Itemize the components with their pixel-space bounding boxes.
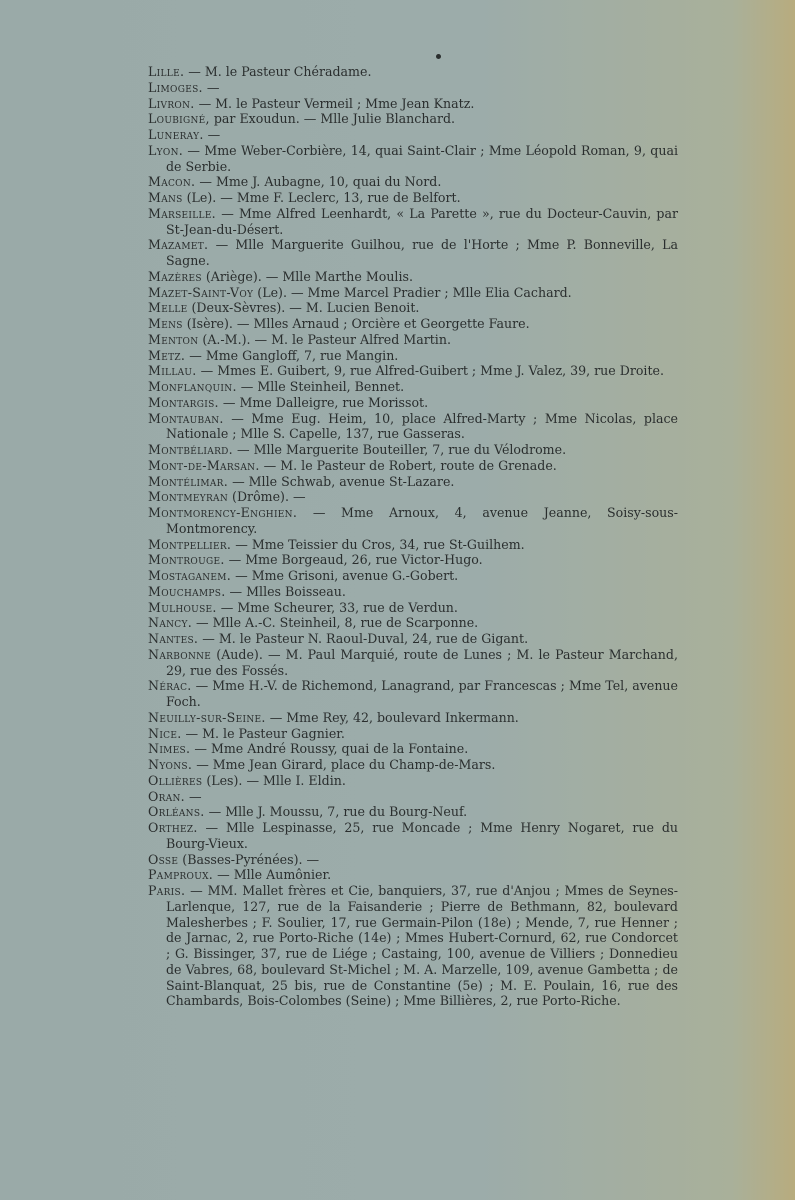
entry-text: — Mme J. Aubagne, 10, quai du Nord. [195,174,442,190]
place-name: Luneray. [148,127,204,142]
entry-text: — Mme André Roussy, quai de la Fontaine. [190,741,469,757]
entry-text: — Mlle Lespinasse, 25, rue Moncade ; Mme Henry Nogaret, rue du Bourg-Vieux. [166,820,678,851]
place-name: Montrouge. [148,552,225,568]
directory-entry [148,726,678,742]
directory-entry [148,348,678,364]
entry-text: — M. le Pasteur Chéradame. [184,64,372,79]
directory-entry [148,773,678,789]
directory-entry [148,489,678,505]
place-name: Mouchamps. [148,583,226,599]
entry-text: — Mme Borgeaud, 26, rue Victor-Hugo. [224,552,483,568]
directory-entry [148,757,678,773]
directory-entry [148,537,678,553]
entry-text: (Les). — Mlle I. Eldin. [202,772,346,788]
place-name: Narbonne [148,646,212,662]
entry-text: — Mme H.-V. de Richemond, Lanagrand, par Francescas ; Mme Tel, avenue Foch. [166,678,678,709]
directory-entry [148,883,678,1009]
place-name: Montbéliard. [148,442,233,457]
place-name: Monflanquin. [148,379,237,394]
entry-text: — Mme Dalleigre, rue Morissot. [218,394,429,410]
directory-entry [148,206,678,238]
directory-entry [148,505,678,537]
place-name: Mazet-Saint-Voy [148,284,254,300]
directory-entry [148,458,678,474]
entry-text: — [203,127,221,142]
place-name: Nimes. [148,741,191,757]
place-name: Lille. [148,64,185,79]
directory-entry [148,379,678,395]
place-name: Ollières [148,772,203,788]
entry-text: — Mme Weber-Corbière, 14, quai Saint-Clair ; Mme Léopold Roman, 9, quai de Serbie. [166,142,678,174]
place-name: Nyons. [148,757,193,772]
entry-text: — Mme Teissier du Cros, 34, rue St-Guilhem. [231,536,525,552]
entry-text: — M. le Pasteur Vermeil ; Mme Jean Knatz. [194,95,475,111]
directory-entry [148,363,678,379]
entry-text: — M. le Pasteur de Robert, route de Grenade. [259,457,557,473]
directory-entry [148,269,678,285]
place-name: Loubigné, [148,111,210,127]
place-name: Nancy. [148,615,193,631]
place-name: Orthez. [148,820,198,835]
directory-entry [148,442,678,458]
entry-text: — Mlle Marguerite Bouteiller, 7, rue du Vélodrome. [232,442,567,457]
directory-entry [148,80,678,96]
place-name: Montauban. [148,410,224,426]
entry-text: — Mlle Aumônier. [213,867,332,883]
directory-entry [148,143,678,175]
entry-text: (Aude). — M. Paul Marquié, route de Lunes ; M. le Pasteur Marchand, 29, rue des Fossés. [166,646,678,678]
place-name: Mulhouse. [148,599,217,615]
place-name: Mens [148,316,183,331]
place-name: Neuilly-sur-Seine. [148,709,266,725]
place-name: Menton [148,331,199,347]
directory-entry [148,64,678,80]
directory-entry [148,647,678,679]
place-name: Livron. [148,95,195,111]
directory-entry [148,316,678,332]
directory-entry [148,174,678,190]
place-name: Montmorency-Enghien. [148,505,298,520]
place-name: Oran. [148,788,185,804]
entry-text: — MM. Mallet frères et Cie, banquiers, 37, rue d'Anjou ; Mmes de Seynes-Larlenque, 127, rue de la Faisanderie ; Pierre de Bethmann, 82, boulevard Malesherbes ; F. Soulier, 17, rue Germain-Pilon (18e) ; Mende, 7, rue Henner ; de Jarnac, 2, rue Porto-Riche (14e) ; Mmes Hubert-Cornurd, 62, rue Condorcet ; G. Bissinger, 37, rue de Liége ; Castaing, 100, avenue de Villiers ; Donnedieu de Vabres, 68, boulevard St-Michel ; M. A. Marzelle, 109, avenue Gambetta ; de Saint-Blanquat, 25 bis, rue de Constantine (5e) ; M. E. Poulain, 16, rue des Chambards, Bois-Colombes (Seine) ; Mme Billières, 2, rue Porto-Riche. [166,883,678,1009]
entry-text: par Exoudun. — Mlle Julie Blanchard. [209,111,456,127]
directory-entry [148,190,678,206]
entry-text: — Mlle Schwab, avenue St-Lazare. [228,473,455,489]
directory-entry [148,710,678,726]
place-name: Mans [148,190,183,205]
place-name: Montargis. [148,394,219,410]
place-name: Mazamet. [148,237,209,253]
place-name: Nantes. [148,631,199,646]
entry-text: (Deux-Sèvres). — M. Lucien Benoit. [187,300,420,316]
place-name: Mazères [148,268,202,284]
directory-list [148,64,678,1009]
entry-text: — Mme Scheurer, 33, rue de Verdun. [216,599,458,615]
directory-entry [148,568,678,584]
place-name: Montélimar. [148,473,229,489]
place-name: Nice. [148,725,182,741]
place-name: Limoges. [148,79,203,95]
directory-entry [148,852,678,868]
place-name: Millau. [148,363,197,379]
directory-entry [148,395,678,411]
directory-entry [148,820,678,852]
directory-entry [148,584,678,600]
entry-text: — [202,79,220,95]
place-name: Osse [148,851,179,867]
place-name: Montpellier. [148,536,232,552]
place-name: Macon. [148,174,196,190]
entry-text: — M. le Pasteur Gagnier. [181,725,345,741]
entry-text: — Mlle Marguerite Guilhou, rue de l'Horte ; Mme P. Bonneville, La Sagne. [166,237,678,268]
directory-entry [148,741,678,757]
directory-entry [148,111,678,127]
directory-entry [148,300,678,316]
entry-text: (Ariège). — Mlle Marthe Moulis. [201,268,413,284]
directory-entry [148,600,678,616]
directory-entry [148,285,678,301]
place-name: Nérac. [148,678,192,694]
entry-text: — Mlles Boisseau. [225,583,346,599]
directory-entry [148,615,678,631]
directory-entry [148,96,678,112]
place-name: Melle [148,300,188,316]
entry-text: — Mlle A.-C. Steinheil, 8, rue de Scarponne. [192,615,479,631]
directory-entry [148,552,678,568]
directory-entry [148,474,678,490]
place-name: Montmeyran [148,489,229,505]
place-name: Pamproux. [148,867,214,883]
entry-text: — Mme Alfred Leenhardt, « La Parette », rue du Docteur-Cauvin, par St-Jean-du-Désert. [166,205,678,237]
directory-entry [148,411,678,443]
place-name: Mont-de-Marsan. [148,457,260,473]
page-dot [436,54,441,59]
entry-text: — Mme Gangloff, 7, rue Mangin. [185,347,399,363]
directory-entry [148,789,678,805]
directory-entry [148,127,678,143]
directory-entry [148,678,678,710]
place-name: Orléans. [148,804,205,820]
place-name: Paris. [148,883,186,898]
entry-text: — Mme Eug. Heim, 10, place Alfred-Marty ; Mme Nicolas, place Nationale ; Mlle S. Capelle, 137, rue Gasseras. [166,410,678,442]
entry-text: — Mme Jean Girard, place du Champ-de-Mars. [192,757,496,772]
entry-text: (Isère). — Mlles Arnaud ; Orcière et Georgette Faure. [182,316,530,331]
entry-text: (Le). — Mme F. Leclerc, 13, rue de Belfort. [182,190,461,205]
directory-entry [148,804,678,820]
entry-text: — M. le Pasteur N. Raoul-Duval, 24, rue de Gigant. [198,631,529,646]
entry-text: (Drôme). — [228,489,306,505]
entry-text: (Basses-Pyrénées). — [178,851,320,867]
directory-entry [148,631,678,647]
entry-text: (Le). — Mme Marcel Pradier ; Mlle Elia Cachard. [253,284,572,300]
entry-text: — [184,788,202,804]
place-name: Mostaganem. [148,568,232,583]
directory-entry [148,332,678,348]
entry-text: — Mme Grisoni, avenue G.-Gobert. [231,568,459,583]
place-name: Marseille. [148,205,216,221]
directory-entry [148,867,678,883]
entry-text: — Mlle Steinheil, Bennet. [236,379,405,394]
entry-text: — Mlle J. Moussu, 7, rue du Bourg-Neuf. [204,804,468,820]
entry-text: — Mme Arnoux, 4, avenue Jeanne, Soisy-sous-Montmorency. [166,505,678,536]
entry-text: (A.-M.). — M. le Pasteur Alfred Martin. [198,331,451,347]
entry-text: — Mmes E. Guibert, 9, rue Alfred-Guibert ; Mme J. Valez, 39, rue Droite. [196,363,664,379]
place-name: Metz. [148,347,186,363]
directory-entry [148,237,678,269]
entry-text: — Mme Rey, 42, boulevard Inkermann. [265,709,519,725]
place-name: Lyon. [148,142,184,158]
